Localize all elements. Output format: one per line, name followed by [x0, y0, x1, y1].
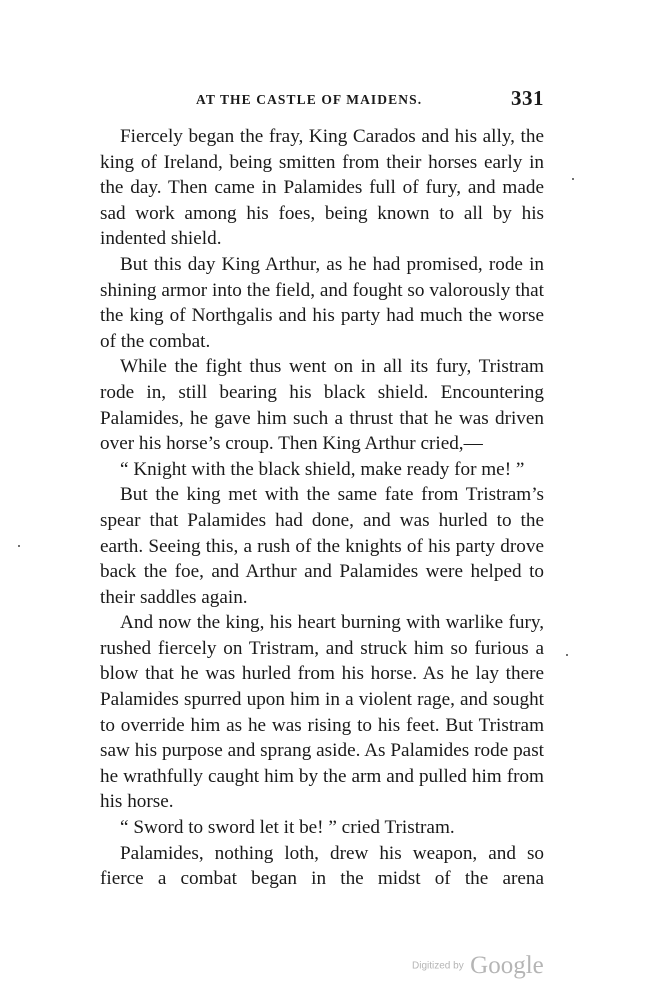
paragraph-tristram-rides: While the fight thus went on in all its fury, Tristram rode in, still bearing his black shield. Encountering Palamides, he gave him such a thrust that he was driven over his horse’s croup. Then King Arthur cried,— — [100, 356, 544, 455]
google-logo: Google — [470, 952, 544, 979]
digitized-by-label: Digitized by — [412, 960, 464, 972]
paragraph-warlike-fury: And now the king, his heart burning with warlike fury, rushed fiercely on Tristram, and struck him so furious a blow that he was hurled from his horse. As he lay there Palamides spurred upon him in a violent rage, and sought to override him as he was rising to his feet. But Tristram saw his purpose and sprang aside. As Palamides rode past he wrathfully caught him by the arm and pulled him from his horse. — [100, 612, 544, 813]
paragraph-fray: Fiercely began the fray, King Carados and his ally, the king of Ireland, being smitten from their horses early in the day. Then came in Palamides full of fury, and made sad work among his foes, being known to all by his indented shield. — [100, 126, 544, 250]
paragraph-arthur-rides: But this day King Arthur, as he had promised, rode in shining armor into the field, and fought so valorously that the king of Northgalis and his party had much the worse of the combat. — [100, 253, 544, 352]
paper-speck — [572, 178, 574, 180]
paragraph-king-hurled: But the king met with the same fate from Tristram’s spear that Palamides had done, and was hurled to the earth. Seeing this, a rush of the knights of his party drove back the foe, and Arthur and Palamides were helped to their saddles again. — [100, 484, 544, 608]
running-title: AT THE CASTLE OF MAIDENS. — [196, 92, 423, 107]
paragraph-sword-to-sword: “ Sword to sword let it be! ” cried Tristram. — [120, 817, 455, 839]
paragraph-combat-begins: Palamides, nothing loth, drew his weapon, and so fierce a combat began in the midst of the arena — [100, 842, 544, 890]
paper-speck — [18, 545, 20, 547]
running-head — [100, 86, 544, 112]
body-text — [100, 124, 544, 892]
paragraph-arthur-challenge: “ Knight with the black shield, make ready for me! ” — [120, 458, 525, 480]
page-number: 331 — [511, 86, 544, 110]
paper-speck — [566, 654, 568, 656]
google-watermark — [412, 952, 544, 980]
